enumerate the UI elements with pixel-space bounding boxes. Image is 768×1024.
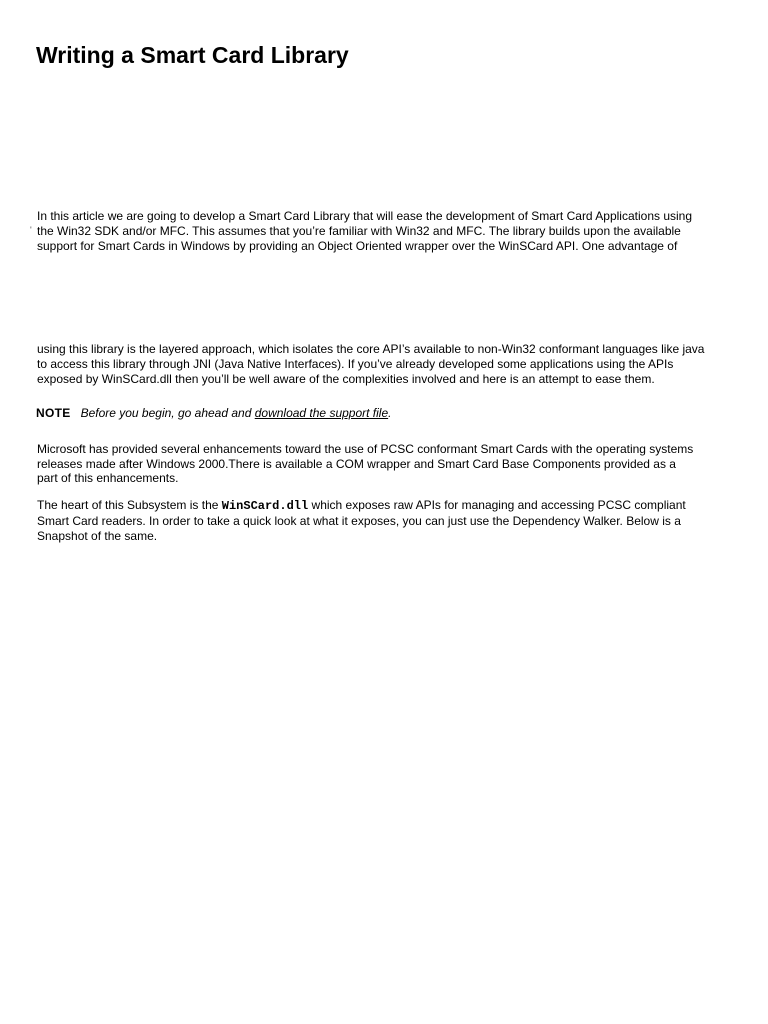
heart-line-1 [37, 498, 686, 514]
microsoft-line-1: Microsoft has provided several enhancements toward the use of PCSC conformant Smart Cards with the operating systems [37, 442, 694, 456]
download-support-file-link[interactable]: download the support file [254, 406, 389, 420]
heart-line-1-pre: The heart of this Subsystem is the [37, 498, 219, 512]
layered-line-1: using this library is the layered approach, which isolates the core API’s available to non-Win32 conformant languages like java [37, 342, 705, 356]
layered-line-3: exposed by WinSCard.dll then you’ll be well aware of the complexities involved and here is an attempt to ease them. [37, 372, 655, 386]
heart-line-2: Smart Card readers. In order to take a quick look at what it exposes, you can just use the Dependency Walker. Below is a [37, 514, 681, 528]
note-paragraph [36, 406, 392, 421]
heart-line-3: Snapshot of the same. [37, 529, 158, 543]
page-title: Writing a Smart Card Library [36, 42, 349, 68]
note-end: . [388, 406, 392, 420]
heart-line-1-post: which exposes raw APIs for managing and accessing PCSC compliant [311, 498, 686, 512]
microsoft-line-2: releases made after Windows 2000.There is available a COM wrapper and Smart Card Base Components provided as a [37, 457, 676, 471]
layered-line-2: to access this library through JNI (Java Native Interfaces). If you’ve already developed some applications using the APIs [37, 357, 674, 371]
stray-mark: ' [30, 225, 32, 235]
intro-line-2: the Win32 SDK and/or MFC. This assumes that you’re familiar with Win32 and MFC. The library builds upon the available [37, 224, 681, 238]
winscard-dll-code: WinSCard.dll [221, 499, 309, 513]
intro-line-1: In this article we are going to develop a Smart Card Library that will ease the development of Smart Card Applications using [37, 209, 693, 223]
note-label: NOTE [36, 406, 71, 420]
microsoft-line-3: part of this enhancements. [37, 471, 179, 485]
intro-line-3: support for Smart Cards in Windows by providing an Object Oriented wrapper over the WinSCard API. One advantage of [37, 239, 678, 253]
note-text: Before you begin, go ahead and [80, 406, 252, 420]
